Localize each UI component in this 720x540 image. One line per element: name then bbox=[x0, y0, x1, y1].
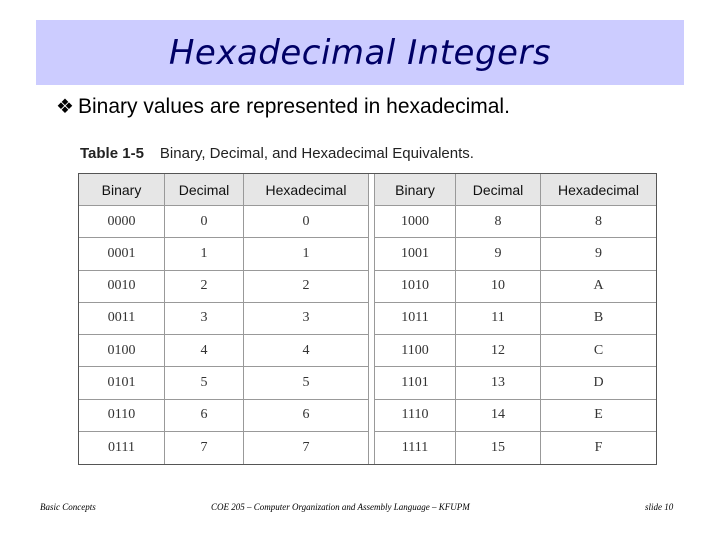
table-cell: 5 bbox=[244, 367, 369, 399]
table-cell: 1001 bbox=[375, 238, 456, 270]
table-cell: 1 bbox=[165, 238, 244, 270]
table-header-cell: Hexadecimal bbox=[244, 174, 369, 206]
equivalents-table bbox=[78, 173, 657, 465]
bullet-text: Binary values are represented in hexadecimal. bbox=[78, 95, 510, 118]
table-cell: 0011 bbox=[79, 303, 165, 335]
table-cell: 0 bbox=[165, 206, 244, 238]
table-cell: 2 bbox=[165, 271, 244, 303]
table-cell: B bbox=[541, 303, 656, 335]
table-grid bbox=[79, 174, 656, 464]
table-cell: F bbox=[594, 439, 603, 455]
table-cell: 7 bbox=[165, 432, 244, 464]
footer-right: slide 10 bbox=[645, 502, 674, 512]
table-cell: 1110 bbox=[375, 400, 456, 432]
table-cell: 8 bbox=[541, 206, 656, 238]
slide-title: Hexadecimal Integers bbox=[168, 32, 552, 73]
table-cell: 1100 bbox=[375, 335, 456, 367]
table-cell: 10 bbox=[456, 271, 541, 303]
bullet-item bbox=[56, 92, 510, 122]
four-diamond-bullet-icon: ❖ bbox=[56, 96, 74, 118]
table-cell: E bbox=[541, 400, 656, 432]
table-cell: 0101 bbox=[79, 367, 165, 399]
table-caption bbox=[80, 143, 474, 163]
table-cell: 5 bbox=[165, 367, 244, 399]
table-cell: 0111 bbox=[79, 432, 165, 464]
table-cell: 8 bbox=[456, 206, 541, 238]
table-cell: 7 bbox=[244, 432, 369, 464]
table-cell: 1000 bbox=[375, 206, 456, 238]
table-cell: 4 bbox=[244, 335, 369, 367]
table-cell: 0100 bbox=[79, 335, 165, 367]
table-cell: C bbox=[541, 335, 656, 367]
table-cell: 0 bbox=[244, 206, 369, 238]
title-band bbox=[36, 20, 684, 85]
table-cell: 3 bbox=[244, 303, 369, 335]
table-cell: 11 bbox=[456, 303, 541, 335]
table-cell: 6 bbox=[165, 400, 244, 432]
table-cell: A bbox=[541, 271, 656, 303]
table-header-cell: Hexadecimal bbox=[541, 174, 656, 206]
table-cell: 15 bbox=[456, 432, 541, 464]
table-cell: 1111 bbox=[375, 432, 456, 464]
table-cell: 2 bbox=[244, 271, 369, 303]
table-caption-label: Table 1-5 bbox=[80, 144, 144, 162]
table-cell: 1011 bbox=[375, 303, 456, 335]
footer-left: Basic Concepts bbox=[40, 502, 96, 512]
table-cell: 1010 bbox=[375, 271, 456, 303]
table-cell: 0001 bbox=[79, 238, 165, 270]
table-cell: 1101 bbox=[375, 367, 456, 399]
table-caption-text: Binary, Decimal, and Hexadecimal Equivalents. bbox=[159, 144, 474, 162]
table-cell: D bbox=[541, 367, 656, 399]
table-cell: 13 bbox=[456, 367, 541, 399]
table-cell: 0000 bbox=[79, 206, 165, 238]
table-header-cell: Decimal bbox=[165, 174, 244, 206]
table-cell: 0010 bbox=[79, 271, 165, 303]
table-header-cell: Decimal bbox=[456, 174, 541, 206]
table-cell: 9 bbox=[541, 238, 656, 270]
table-cell: 6 bbox=[244, 400, 369, 432]
footer-center: COE 205 – Computer Organization and Assembly Language – KFUPM bbox=[211, 502, 470, 512]
table-cell: 4 bbox=[165, 335, 244, 367]
table-cell: 3 bbox=[165, 303, 244, 335]
table-cell: 9 bbox=[456, 238, 541, 270]
table-cell: 12 bbox=[456, 335, 541, 367]
table-cell: 14 bbox=[456, 400, 541, 432]
table-cell: 0110 bbox=[79, 400, 165, 432]
table-cell: 1 bbox=[244, 238, 369, 270]
table-header-cell: Binary bbox=[79, 174, 165, 206]
table-header-cell: Binary bbox=[375, 174, 456, 206]
